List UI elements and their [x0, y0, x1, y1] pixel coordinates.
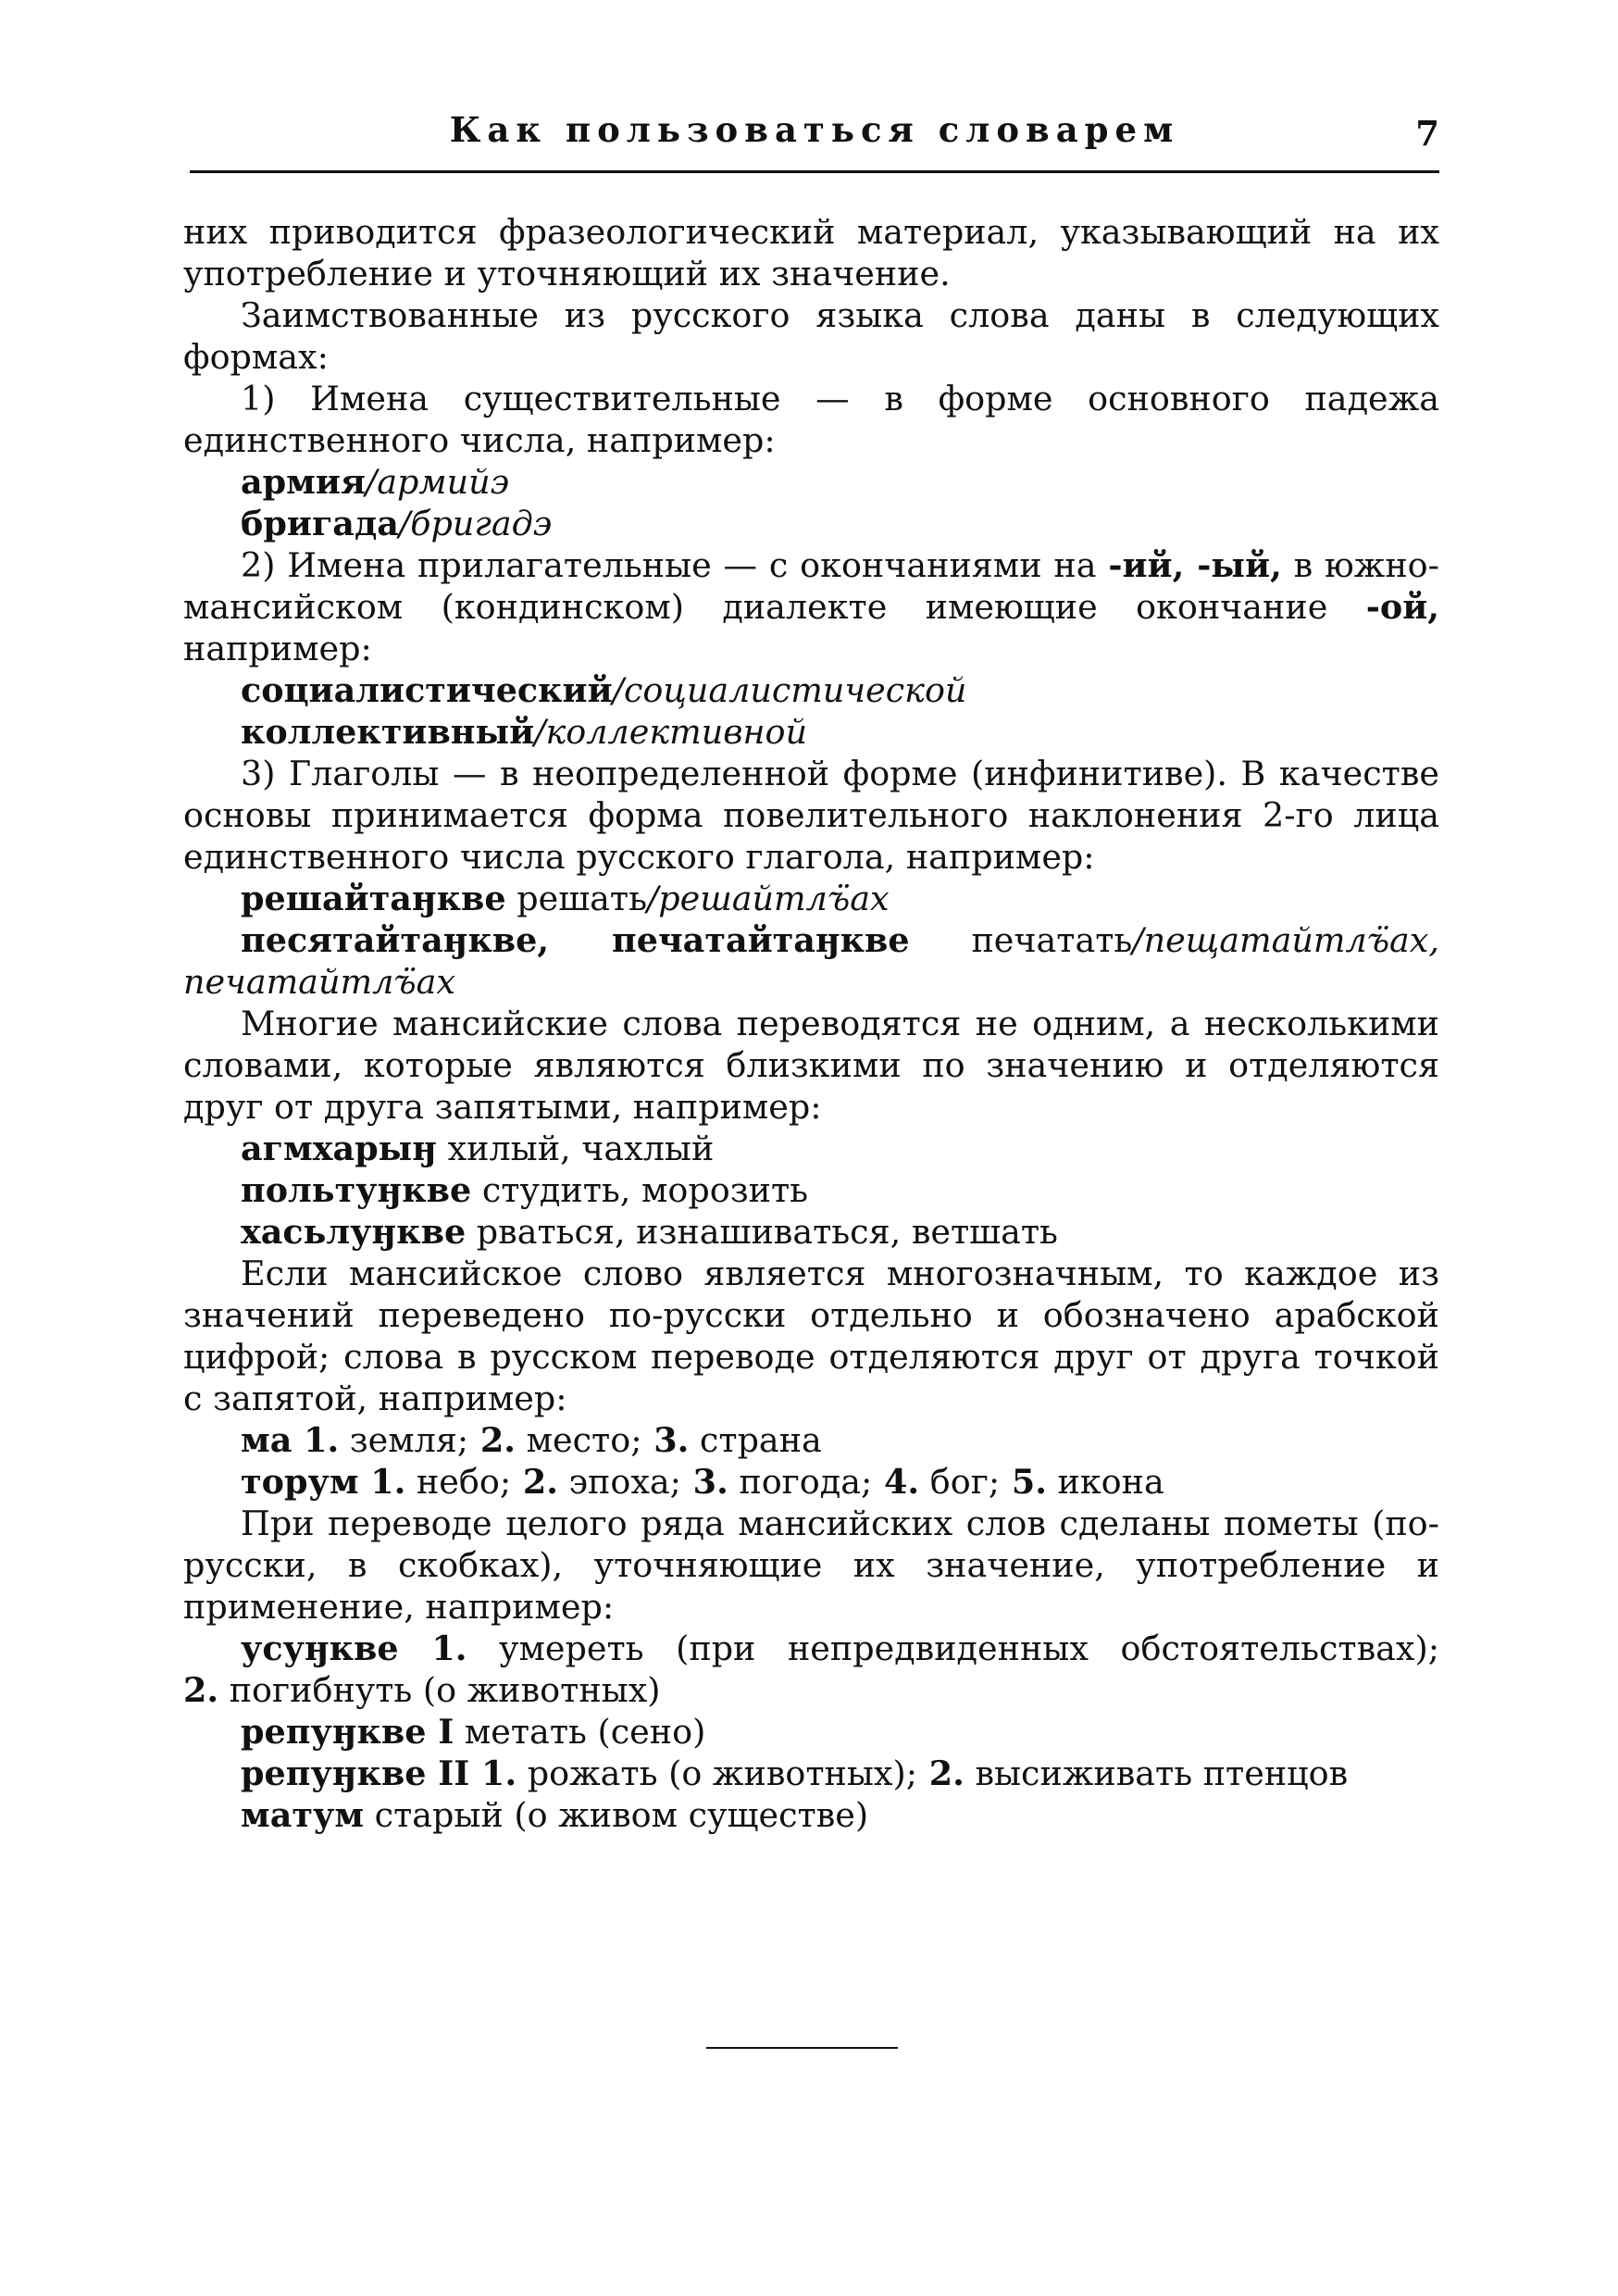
translation: метать (сено): [454, 1712, 706, 1752]
headword: репуӈкве I: [241, 1712, 454, 1752]
dialect-form: /коллективной: [534, 712, 808, 752]
body-text: [183, 211, 1439, 1836]
paragraph-usage-notes: При переводе целого ряда мансийских слов сделаны пометы (по-русски, в скобках), уточняющие их значение, употребление и применение, например:: [183, 1504, 1439, 1627]
sense-number: 3.: [641, 1420, 690, 1460]
translation: рваться, изнашиваться, ветшать: [466, 1212, 1058, 1252]
translation: студить, морозить: [471, 1170, 809, 1210]
translation: печатать: [909, 920, 1133, 960]
example-pechatat: [183, 919, 1439, 961]
paragraph-polysemy: Если мансийское слово является многозначным, то каждое из значений переведено по-русски отдельно и обозначено арабской цифрой; слова в русском переводе отделяются друг от друга точкой с запятой, например:: [183, 1254, 1439, 1418]
example-brigada: [183, 503, 1439, 544]
dialect-form: /армийэ: [365, 462, 510, 502]
paragraph-synonyms: Многие мансийские слова переводятся не одним, а несколькими словами, которые являются близкими по значению и отделяются друг от друга запятыми, например:: [183, 1004, 1439, 1127]
headword: торум: [241, 1462, 359, 1502]
headword: усуӈкве: [241, 1628, 399, 1668]
sense-number: 1.: [292, 1420, 340, 1460]
example-torum: торум 1. небо; 2. эпоха; 3. погода; 4. бог; 5. икона: [241, 1462, 1164, 1502]
page-number: 7: [1415, 113, 1439, 154]
example-poltunkve: [183, 1169, 1439, 1211]
dialect-form: /социалистической: [612, 670, 967, 710]
example-usunkve: усуӈкве 1. умереть (при непредвиденных обстоятельствах);: [241, 1628, 1440, 1668]
headword: агмхарыӈ: [241, 1129, 437, 1168]
paragraph-borrowed-words: Заимствованные из русского языка слова даны в следующих формах:: [183, 295, 1439, 377]
example-armiya: [183, 461, 1439, 503]
sense-number: 3.: [680, 1462, 728, 1502]
translation: решать: [505, 879, 647, 918]
section-end-rule: [706, 2047, 898, 2049]
example-repunkve-1: [183, 1711, 1439, 1753]
example-usunkve-continuation: 2. погибнуть (о животных): [183, 1670, 661, 1710]
dialect-form: /решайтлъ̈ах: [646, 879, 890, 918]
sense-number: 2.: [468, 1420, 516, 1460]
sense-number: 2.: [183, 1670, 219, 1710]
sense-number: 4.: [872, 1462, 920, 1502]
headword: коллективный: [241, 712, 535, 752]
paragraph-verbs: 3) Глаголы — в неопределенной форме (инфинитиве). В качестве основы принимается форма повелительного наклонения 2-го лица единственного числа русского глагола, например:: [183, 754, 1439, 877]
headword: репуӈкве II: [241, 1753, 470, 1793]
example-reshat: [183, 878, 1439, 919]
paragraph-adjectives: 2) Имена прилагательные — с окончаниями на -ий, -ый, в южно-мансийском (кондинском) диалекте имеющие окончание -ой, например:: [183, 545, 1439, 668]
translation: хилый, чахлый: [436, 1129, 715, 1168]
header-rule: [190, 170, 1439, 173]
running-header: [190, 109, 1439, 165]
ending: -ий, -ый,: [1108, 545, 1282, 585]
headword: польтуӈкве: [241, 1170, 472, 1210]
dialect-form: /пещатайтлъ̈ах,: [1132, 920, 1439, 960]
example-agmharyn: [183, 1128, 1439, 1169]
example-collective: [183, 711, 1439, 753]
header-title: Как пользоваться словарем: [449, 109, 1180, 150]
example-repunkve-2: репуӈкве II 1. рожать (о животных); 2. высиживать птенцов: [241, 1753, 1349, 1793]
headword: социалистический: [241, 670, 613, 710]
example-ma: ма 1. земля; 2. место; 3. страна: [241, 1420, 822, 1460]
headword: армия: [241, 462, 366, 502]
headword: ма: [241, 1420, 292, 1460]
translation: старый (о живом существе): [364, 1795, 869, 1835]
headword: хасьлуӈкве: [241, 1212, 467, 1252]
ending: -ой,: [1365, 587, 1439, 627]
headword: решайтаӈкве: [241, 879, 506, 918]
dialect-form: печатайтлъ̈ах: [183, 962, 455, 1002]
sense-number: 2.: [917, 1753, 965, 1793]
dialect-form: /бригадэ: [398, 504, 553, 543]
headword: песятайтаӈкве, печатайтаӈкве: [241, 920, 910, 960]
sense-number: 1.: [469, 1753, 517, 1793]
headword: бригада: [241, 504, 399, 543]
example-haslunkve: [183, 1211, 1439, 1253]
headword: матум: [241, 1795, 365, 1835]
example-socialist: [183, 669, 1439, 711]
sense-number: 2.: [511, 1462, 558, 1502]
sense-number: 5.: [1000, 1462, 1047, 1502]
sense-number: 1.: [358, 1462, 406, 1502]
example-pechatat-continuation: [183, 961, 1439, 1003]
example-matum: [183, 1794, 1439, 1836]
paragraph-continuation: них приводится фразеологический материал, указывающий на их употребление и уточняющий их значение.: [183, 212, 1439, 293]
sense-number: 1.: [398, 1628, 467, 1668]
paragraph-nouns: 1) Имена существительные — в форме основного падежа единственного числа, например:: [183, 379, 1439, 460]
